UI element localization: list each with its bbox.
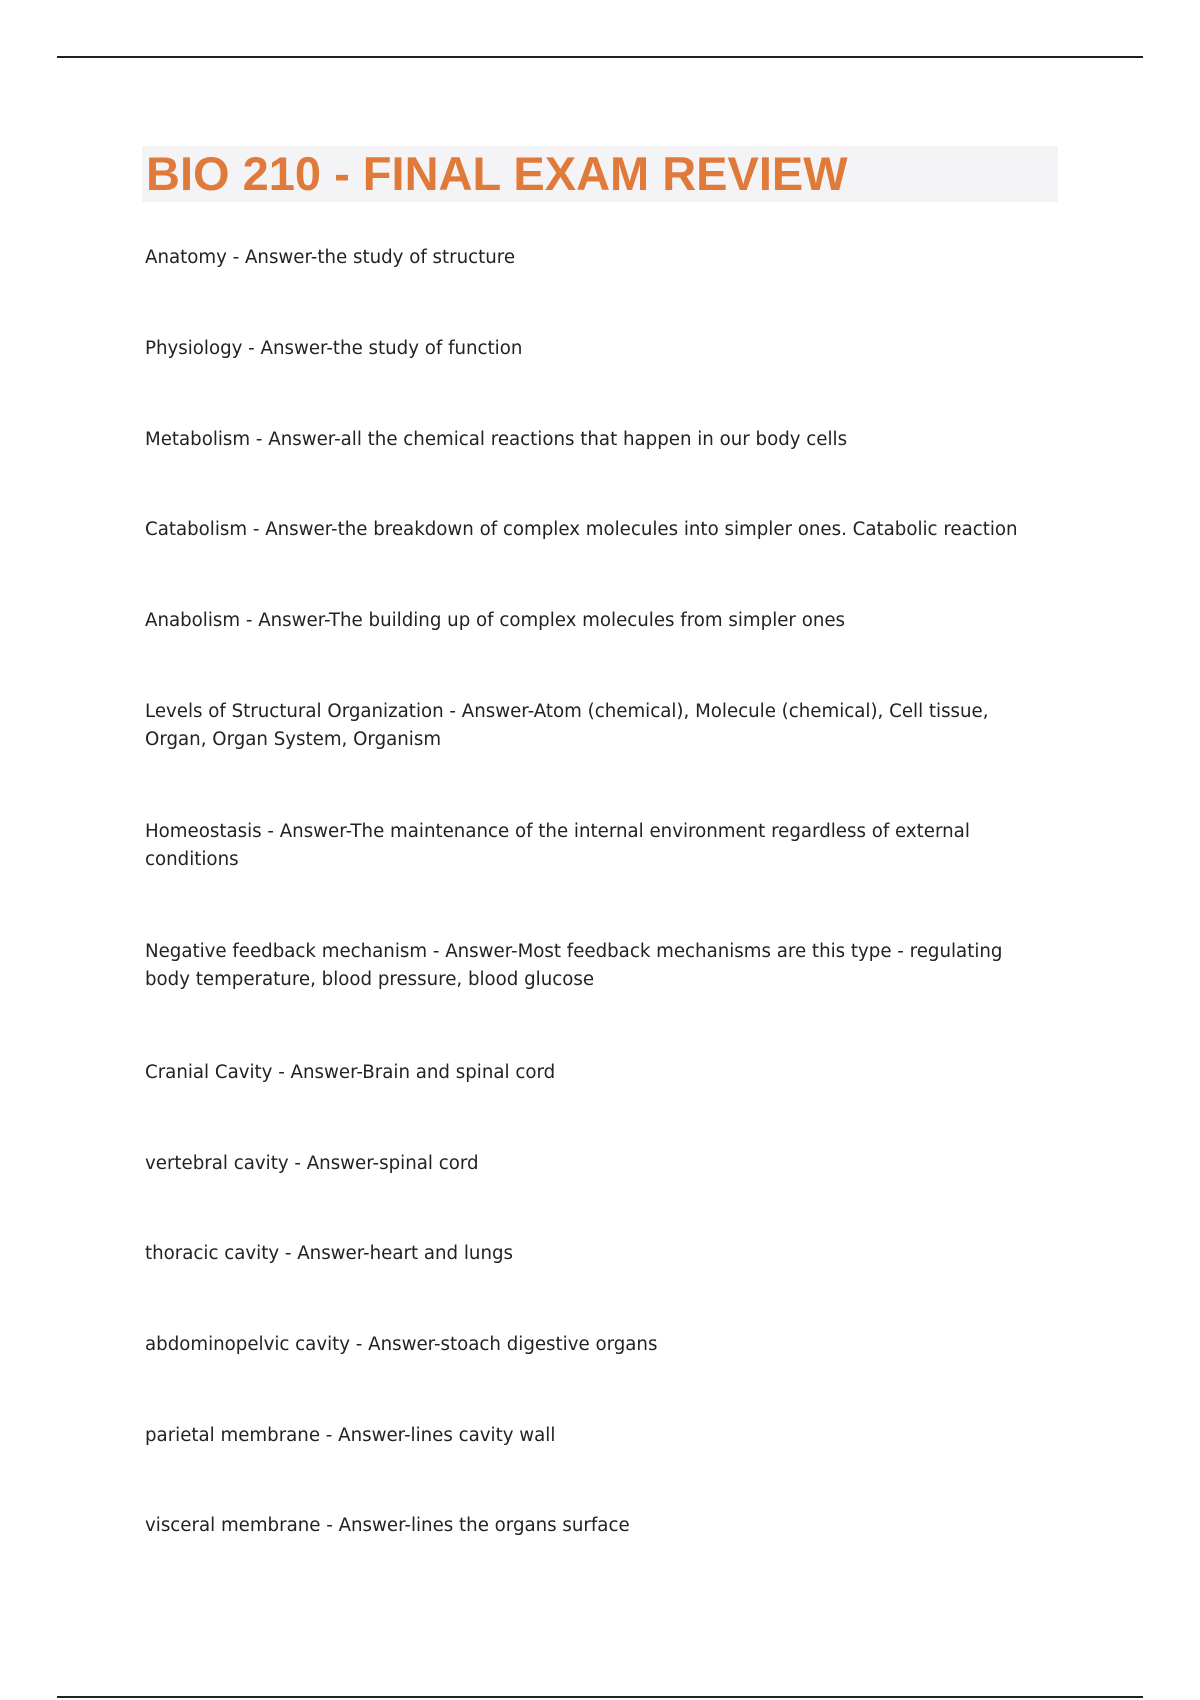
qa-item: Homeostasis - Answer-The maintenance of the internal environment regardless of external conditions xyxy=(145,821,970,870)
top-divider xyxy=(57,56,1143,58)
page-title: BIO 210 - FINAL EXAM REVIEW xyxy=(146,147,848,200)
qa-item: abdominopelvic cavity - Answer-stoach digestive organs xyxy=(145,1334,658,1355)
qa-item: parietal membrane - Answer-lines cavity wall xyxy=(145,1425,556,1446)
qa-item: Anatomy - Answer-the study of structure xyxy=(145,247,516,268)
bottom-divider xyxy=(57,1696,1143,1698)
qa-item: Anabolism - Answer-The building up of complex molecules from simpler ones xyxy=(145,610,846,631)
qa-item: Levels of Structural Organization - Answer-Atom (chemical), Molecule (chemical), Cell tissue, Organ, Organ System, Organism xyxy=(145,701,989,750)
qa-item: Catabolism - Answer-the breakdown of complex molecules into simpler ones. Catabolic reaction xyxy=(145,519,1018,540)
qa-item: visceral membrane - Answer-lines the organs surface xyxy=(145,1515,630,1536)
qa-item: thoracic cavity - Answer-heart and lungs xyxy=(145,1243,513,1264)
qa-item: vertebral cavity - Answer-spinal cord xyxy=(145,1153,479,1174)
qa-item: Physiology - Answer-the study of function xyxy=(145,338,523,359)
title-band xyxy=(142,146,1058,202)
qa-item: Cranial Cavity - Answer-Brain and spinal cord xyxy=(145,1062,556,1083)
qa-item: Negative feedback mechanism - Answer-Most feedback mechanisms are this type - regulating body temperature, blood pressure, blood glucose xyxy=(145,941,1003,990)
qa-item: Metabolism - Answer-all the chemical reactions that happen in our body cells xyxy=(145,429,848,450)
